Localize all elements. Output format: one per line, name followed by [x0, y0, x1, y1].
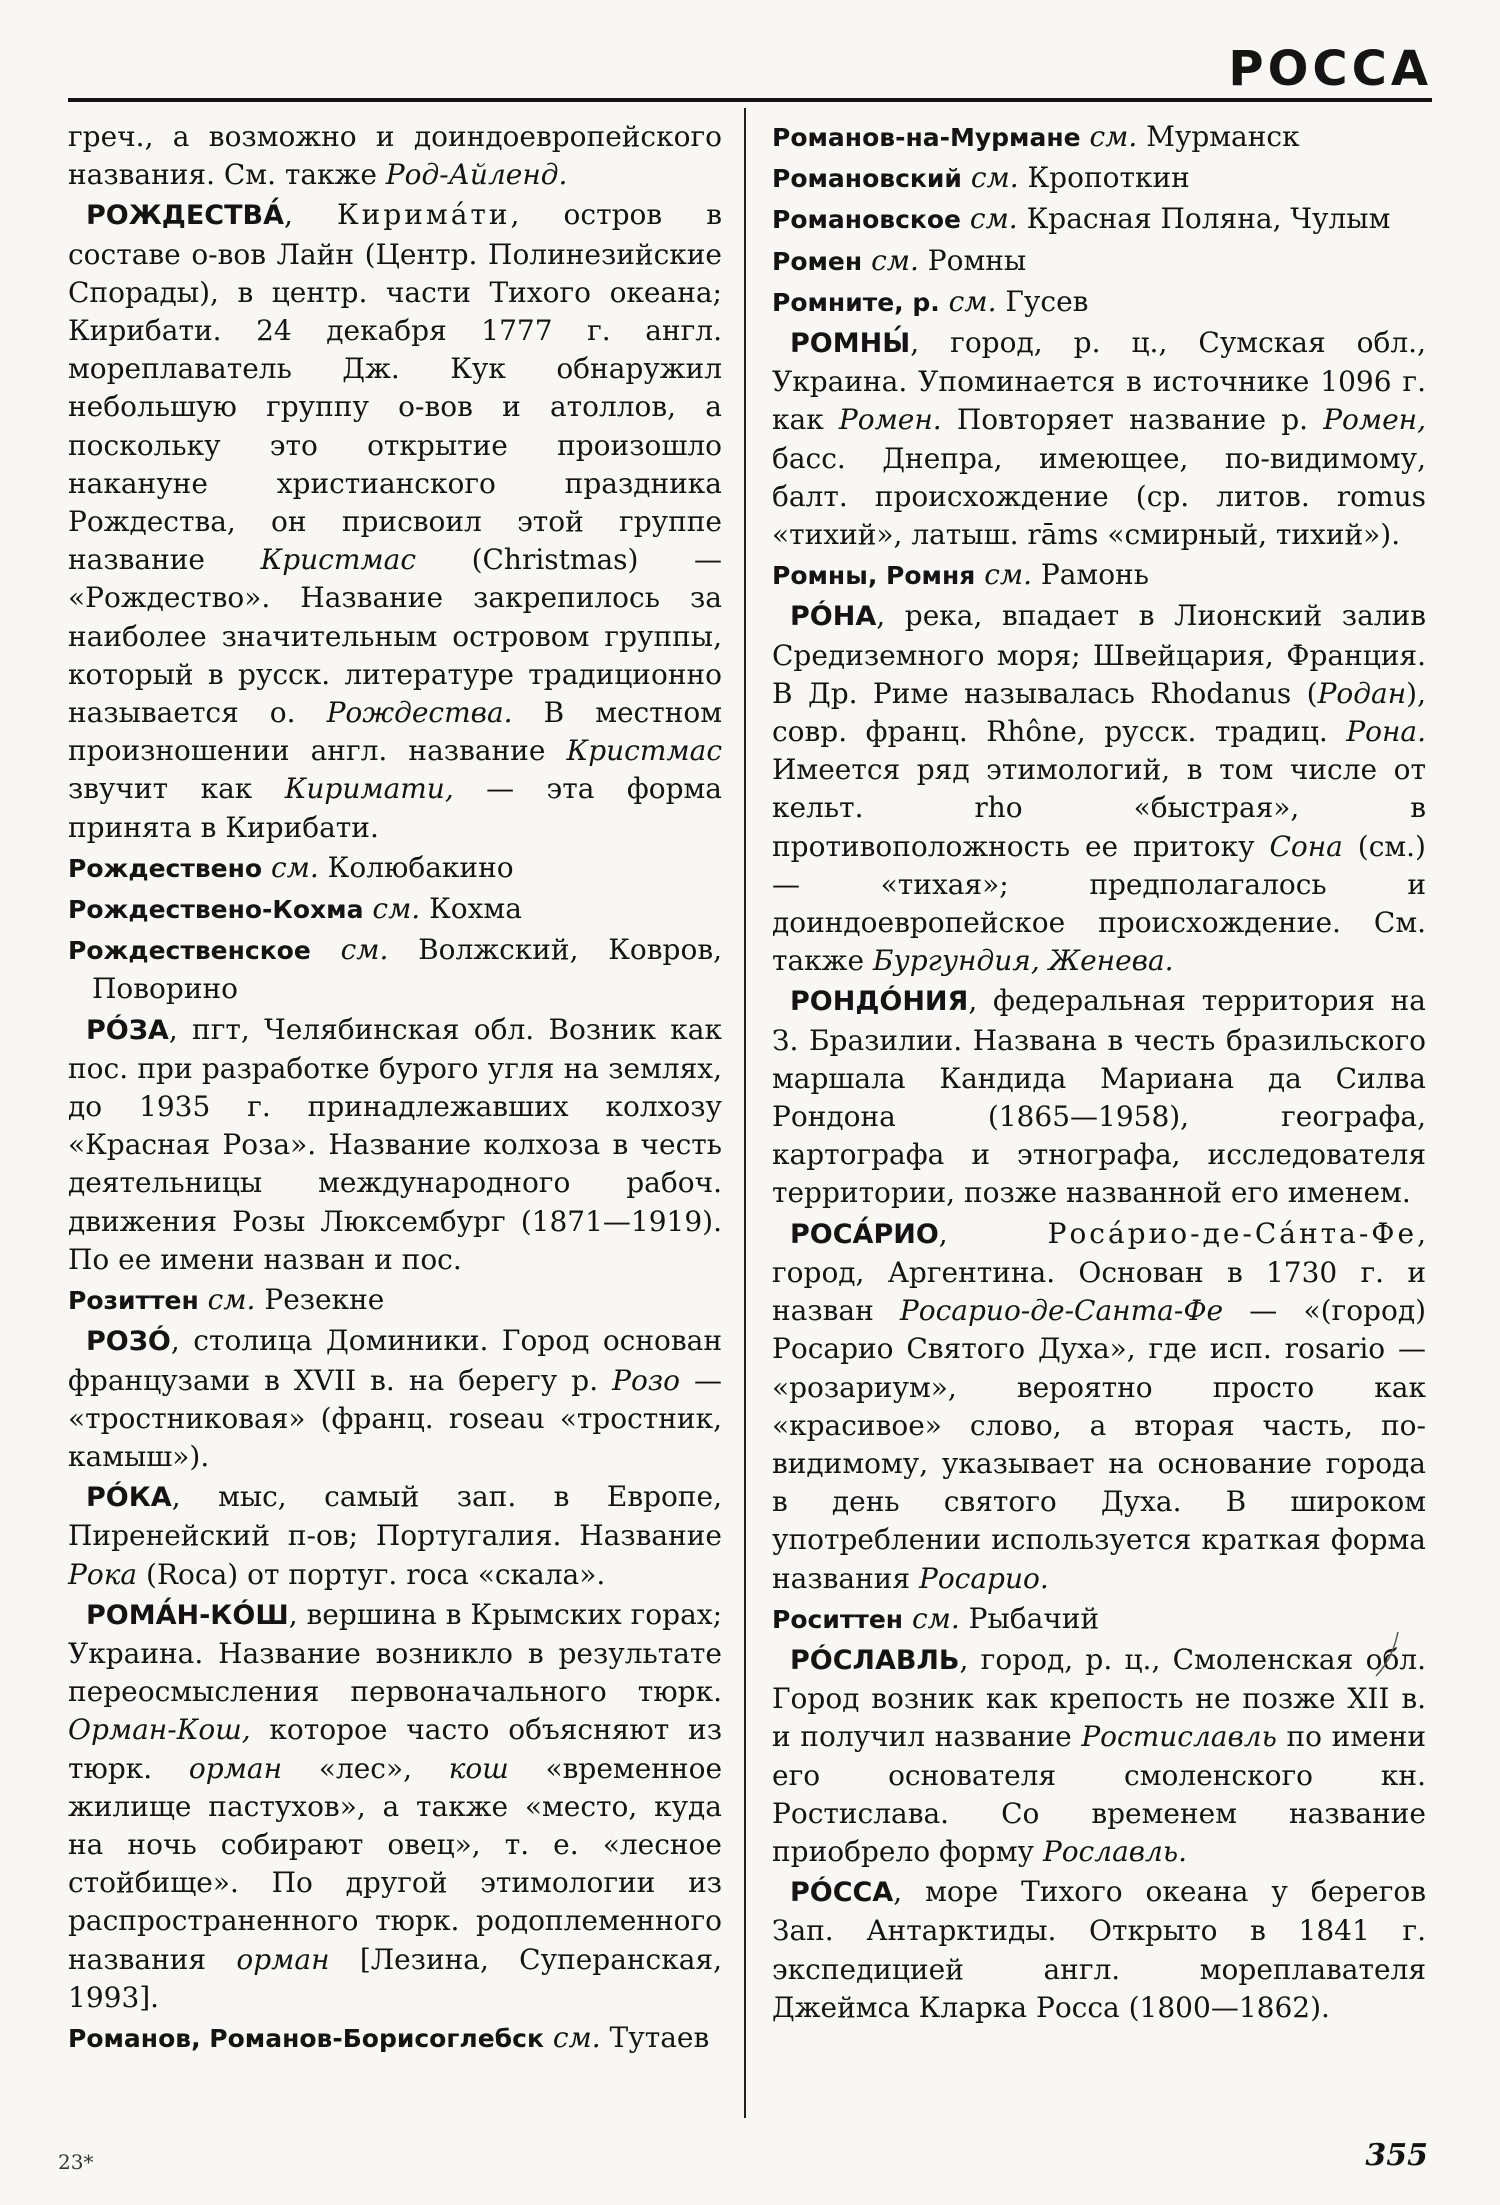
cross-reference: Романов-на-Мурмане см. Мурманск	[772, 120, 1300, 153]
entry-romny: РОМНЫ́, город, р. ц., Сумская обл., Украина. Упоминается в источнике 1096 г. как Ромен. Повторяет название р. Ромен, басс. Днепра, имеющее, по-видимому, балт. происхождение (ср. литов. romus «тихий», латыш. rāms «смирный, тихий»).	[772, 326, 1427, 552]
headword: РÓСЛАВЛЬ	[790, 1644, 960, 1676]
entry-rozo: РОЗÓ, столица Доминики. Город основан французами в XVII в. на берегу р. Розо — «тростниковая» (франц. roseau «тростник, камыш»).	[68, 1324, 722, 1473]
right-column	[772, 118, 1426, 2029]
headword: РОМА́Н-КÓШ	[86, 1599, 289, 1631]
entry-rossa: РÓССА, море Тихого океана у берегов Зап. Антарктиды. Открыто в 1841 г. экспедицией англ. мореплавателя Джеймса Кларка Росса (1800—1862).	[772, 1875, 1426, 2024]
cross-reference: Розиттен см. Резекне	[68, 1283, 385, 1317]
header-rule	[68, 98, 1432, 102]
running-head-word: РОССА	[1228, 41, 1432, 97]
entry-roman-kosh: РОМА́Н-КÓШ, вершина в Крымских горах; Украина. Название возникло в результате переосмысления первоначального тюрк. Орман-Кош, которое часто объясняют из тюрк. орман «лес», кош «временное жилище пастухов», а также «место, куда на ночь собирают овец», т. е. «лесное стойбище». По другой этимологии из распространенного тюрк. родоплеменного названия орман [Лезина, Суперанская, 1993].	[68, 1597, 723, 2014]
headword: РОСА́РИО	[790, 1218, 939, 1250]
entry-rozhdestva: РОЖДЕСТВА́, Кирима́ти, остров в составе о-вов Лайн (Центр. Полинезийские Спорады), в центр. части Тихого океана; Кирибати. 24 декабря 1777 г. англ. мореплаватель Дж. Кук обнаружил небольшую группу о-вов и атоллов, а поскольку это открытие произошло накануне христианского праздника Рождества, он присвоил этой группе название Кристмас (Christmas) — «Рождество». Название закрепилось за наиболее значительным островом группы, который в русск. литературе традиционно называется о. Рождества. В местном произношении англ. название Кристмас звучит как Киримати, — эта форма принята в Кирибати.	[68, 198, 723, 844]
headword: РÓЗА	[86, 1014, 169, 1046]
page-number: 355	[1365, 2138, 1428, 2173]
pencil-mark	[1372, 1630, 1402, 1680]
entry-rosario: РОСА́РИО, Роса́рио-де-Са́нта-Фе, город, Аргентина. Основан в 1730 г. и назван Росарио-де-Санта-Фе — «(город) Росарио Святого Духа», где исп. rosario — «розариум», вероятно просто как «красивое» слово, а вторая часть, по-видимому, указывает на основание города в день святого Духа. В широком употреблении используется краткая форма названия Росарио.	[772, 1216, 1426, 1595]
left-column	[68, 118, 722, 2060]
column-divider	[744, 108, 746, 2118]
entry-roza: РÓЗА, пгт, Челябинская обл. Возник как пос. при разработке бурого угля на землях, до 1935 г. принадлежавших колхозу «Красная Роза». Название колхоза в честь деятельницы международного рабоч. движения Розы Люксембург (1871—1919). По ее имени назван и пос.	[68, 1012, 722, 1276]
entry-rona: РÓНА, река, впадает в Лионский залив Средиземного моря; Швейцария, Франция. В Др. Риме называлась Rhodanus (Родан), совр. франц. Rhône, русск. традиц. Рона. Имеется ряд этимологий, в том числе от кельт. rho «быстрая», в противоположность ее притоку Сона (см.) — «тихая»; предполагалось и доиндоевропейское происхождение. См. также Бургундия, Женева.	[772, 599, 1426, 978]
cross-reference: Роситтен см. Рыбачий	[772, 1601, 1100, 1635]
cross-reference: Рождествено-Кохма см. Кохма	[68, 892, 522, 926]
headword: РÓНА	[790, 601, 877, 633]
cross-reference: Ромните, р. см. Гусев	[772, 284, 1089, 318]
headword: РÓКА	[86, 1482, 172, 1514]
entry-roslavl: РÓСЛАВЛЬ, город, р. ц., Смоленская обл. Город возник как крепость не позже XII в. и получил название Ростиславль по имени его основателя смоленского кн. Ростислава. Со временем название приобрело форму Рославль.	[772, 1642, 1426, 1868]
headword: РОМНЫ́	[790, 328, 911, 360]
entry-roka: РÓКА, мыс, самый зап. в Европе, Пиренейский п-ов; Португалия. Название Рока (Roca) от португ. roca «скала».	[68, 1480, 722, 1591]
cross-reference: Романовское см. Красная Поляна, Чулым	[772, 202, 1391, 236]
continued-entry: греч., а возможно и доиндоевропейского названия. См. также Род-Айленд.	[68, 120, 722, 192]
cross-reference: Романовский см. Кропоткин	[772, 161, 1190, 195]
signature-mark: 23*	[58, 2150, 94, 2174]
cross-reference: Ромны, Ромня см. Рамонь	[772, 558, 1149, 592]
cross-reference: Рождественское см. Волжский, Ковров, Поворино	[68, 933, 722, 1006]
headword: РОЖДЕСТВА́	[86, 200, 284, 232]
running-head	[68, 40, 1432, 98]
cross-reference: Рождествено см. Колюбакино	[68, 850, 514, 884]
headword: РОЗÓ	[86, 1326, 171, 1358]
headword: РÓССА	[790, 1877, 894, 1909]
entry-rondonia: РОНДÓНИЯ, федеральная территория на З. Бразилии. Названа в честь бразильского маршала Кандида Мариана да Силва Рондона (1865—1958), географа, картографа и этнографа, исследователя территории, позже названной его именем.	[772, 984, 1426, 1210]
cross-reference: Романов, Романов-Борисоглебск см. Тутаев	[68, 2020, 710, 2054]
cross-reference: Ромен см. Ромны	[772, 243, 1027, 277]
headword: РОНДÓНИЯ	[790, 986, 969, 1018]
